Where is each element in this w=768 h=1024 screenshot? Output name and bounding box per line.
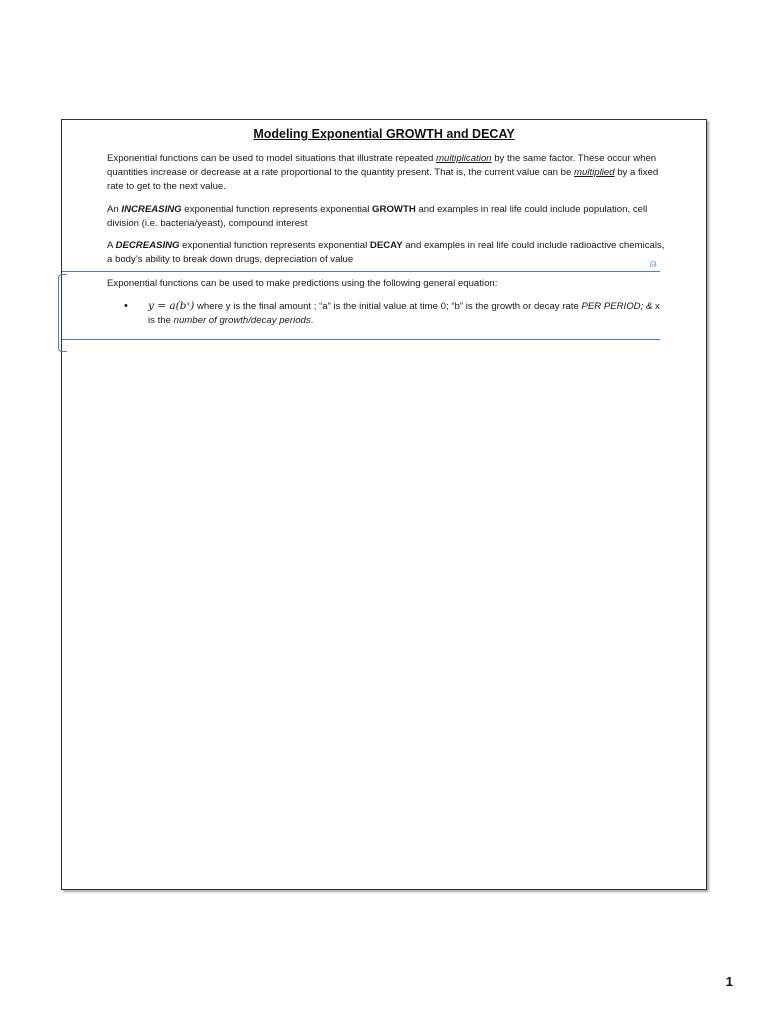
- equation-bullet: [124, 299, 664, 328]
- text-span: exponential function represents exponential: [181, 204, 373, 215]
- formula: y = a(bˣ): [148, 300, 195, 312]
- text-span: exponential function represents exponential: [179, 240, 370, 251]
- emphasis-periods: number of growth/decay periods: [173, 315, 311, 327]
- text-span: .: [310, 315, 314, 327]
- emphasis-increasing: INCREASING: [121, 204, 182, 215]
- emphasis-multiplication: multiplication: [436, 153, 492, 164]
- text-span: An: [107, 204, 122, 215]
- growth-paragraph: [107, 203, 667, 231]
- text-span: where y is the final amount ; “a” is the initial value at time 0; “b” is the growth or decay rate: [194, 301, 582, 312]
- text-span: Exponential functions can be used to model situations that illustrate repeated: [107, 153, 437, 164]
- annotation-line-bottom: [62, 339, 660, 340]
- emphasis-per-period: PER PERIOD; &: [581, 301, 653, 312]
- text-span: x is the: [148, 301, 660, 327]
- document-page: [61, 119, 707, 890]
- page-number: 1: [725, 974, 733, 989]
- page-title: Modeling Exponential GROWTH and DECAY: [253, 127, 515, 141]
- comment-anchor-icon[interactable]: ⍝: [650, 257, 657, 270]
- bullet-symbol: •: [124, 300, 128, 312]
- equation-intro-paragraph: Exponential functions can be used to make predictions using the following general equation:: [107, 278, 498, 289]
- intro-paragraph: [107, 152, 667, 195]
- emphasis-multiplied: multiplied: [574, 167, 615, 179]
- annotation-bracket: [58, 274, 67, 352]
- decay-paragraph: [107, 239, 667, 267]
- bullet-text: [148, 299, 664, 328]
- text-span: by the same factor. These occur when quantities increase or decrease at a rate proportional to the quantity present. That is, the current value can be: [107, 153, 657, 179]
- annotation-line-top: [62, 271, 660, 272]
- text-span: A: [107, 240, 116, 251]
- text-span: by a fixed rate to get to the next value.: [107, 167, 659, 193]
- emphasis-growth: GROWTH: [372, 204, 416, 215]
- text-span: and examples in real life could include radioactive chemicals, a body’s ability to break down drugs, depreciation of value: [107, 240, 665, 266]
- emphasis-decay: DECAY: [369, 240, 403, 251]
- emphasis-decreasing: DECREASING: [115, 240, 180, 251]
- text-span: and examples in real life could include population, cell division (i.e. bacteria/yeast), compound interest: [107, 204, 648, 230]
